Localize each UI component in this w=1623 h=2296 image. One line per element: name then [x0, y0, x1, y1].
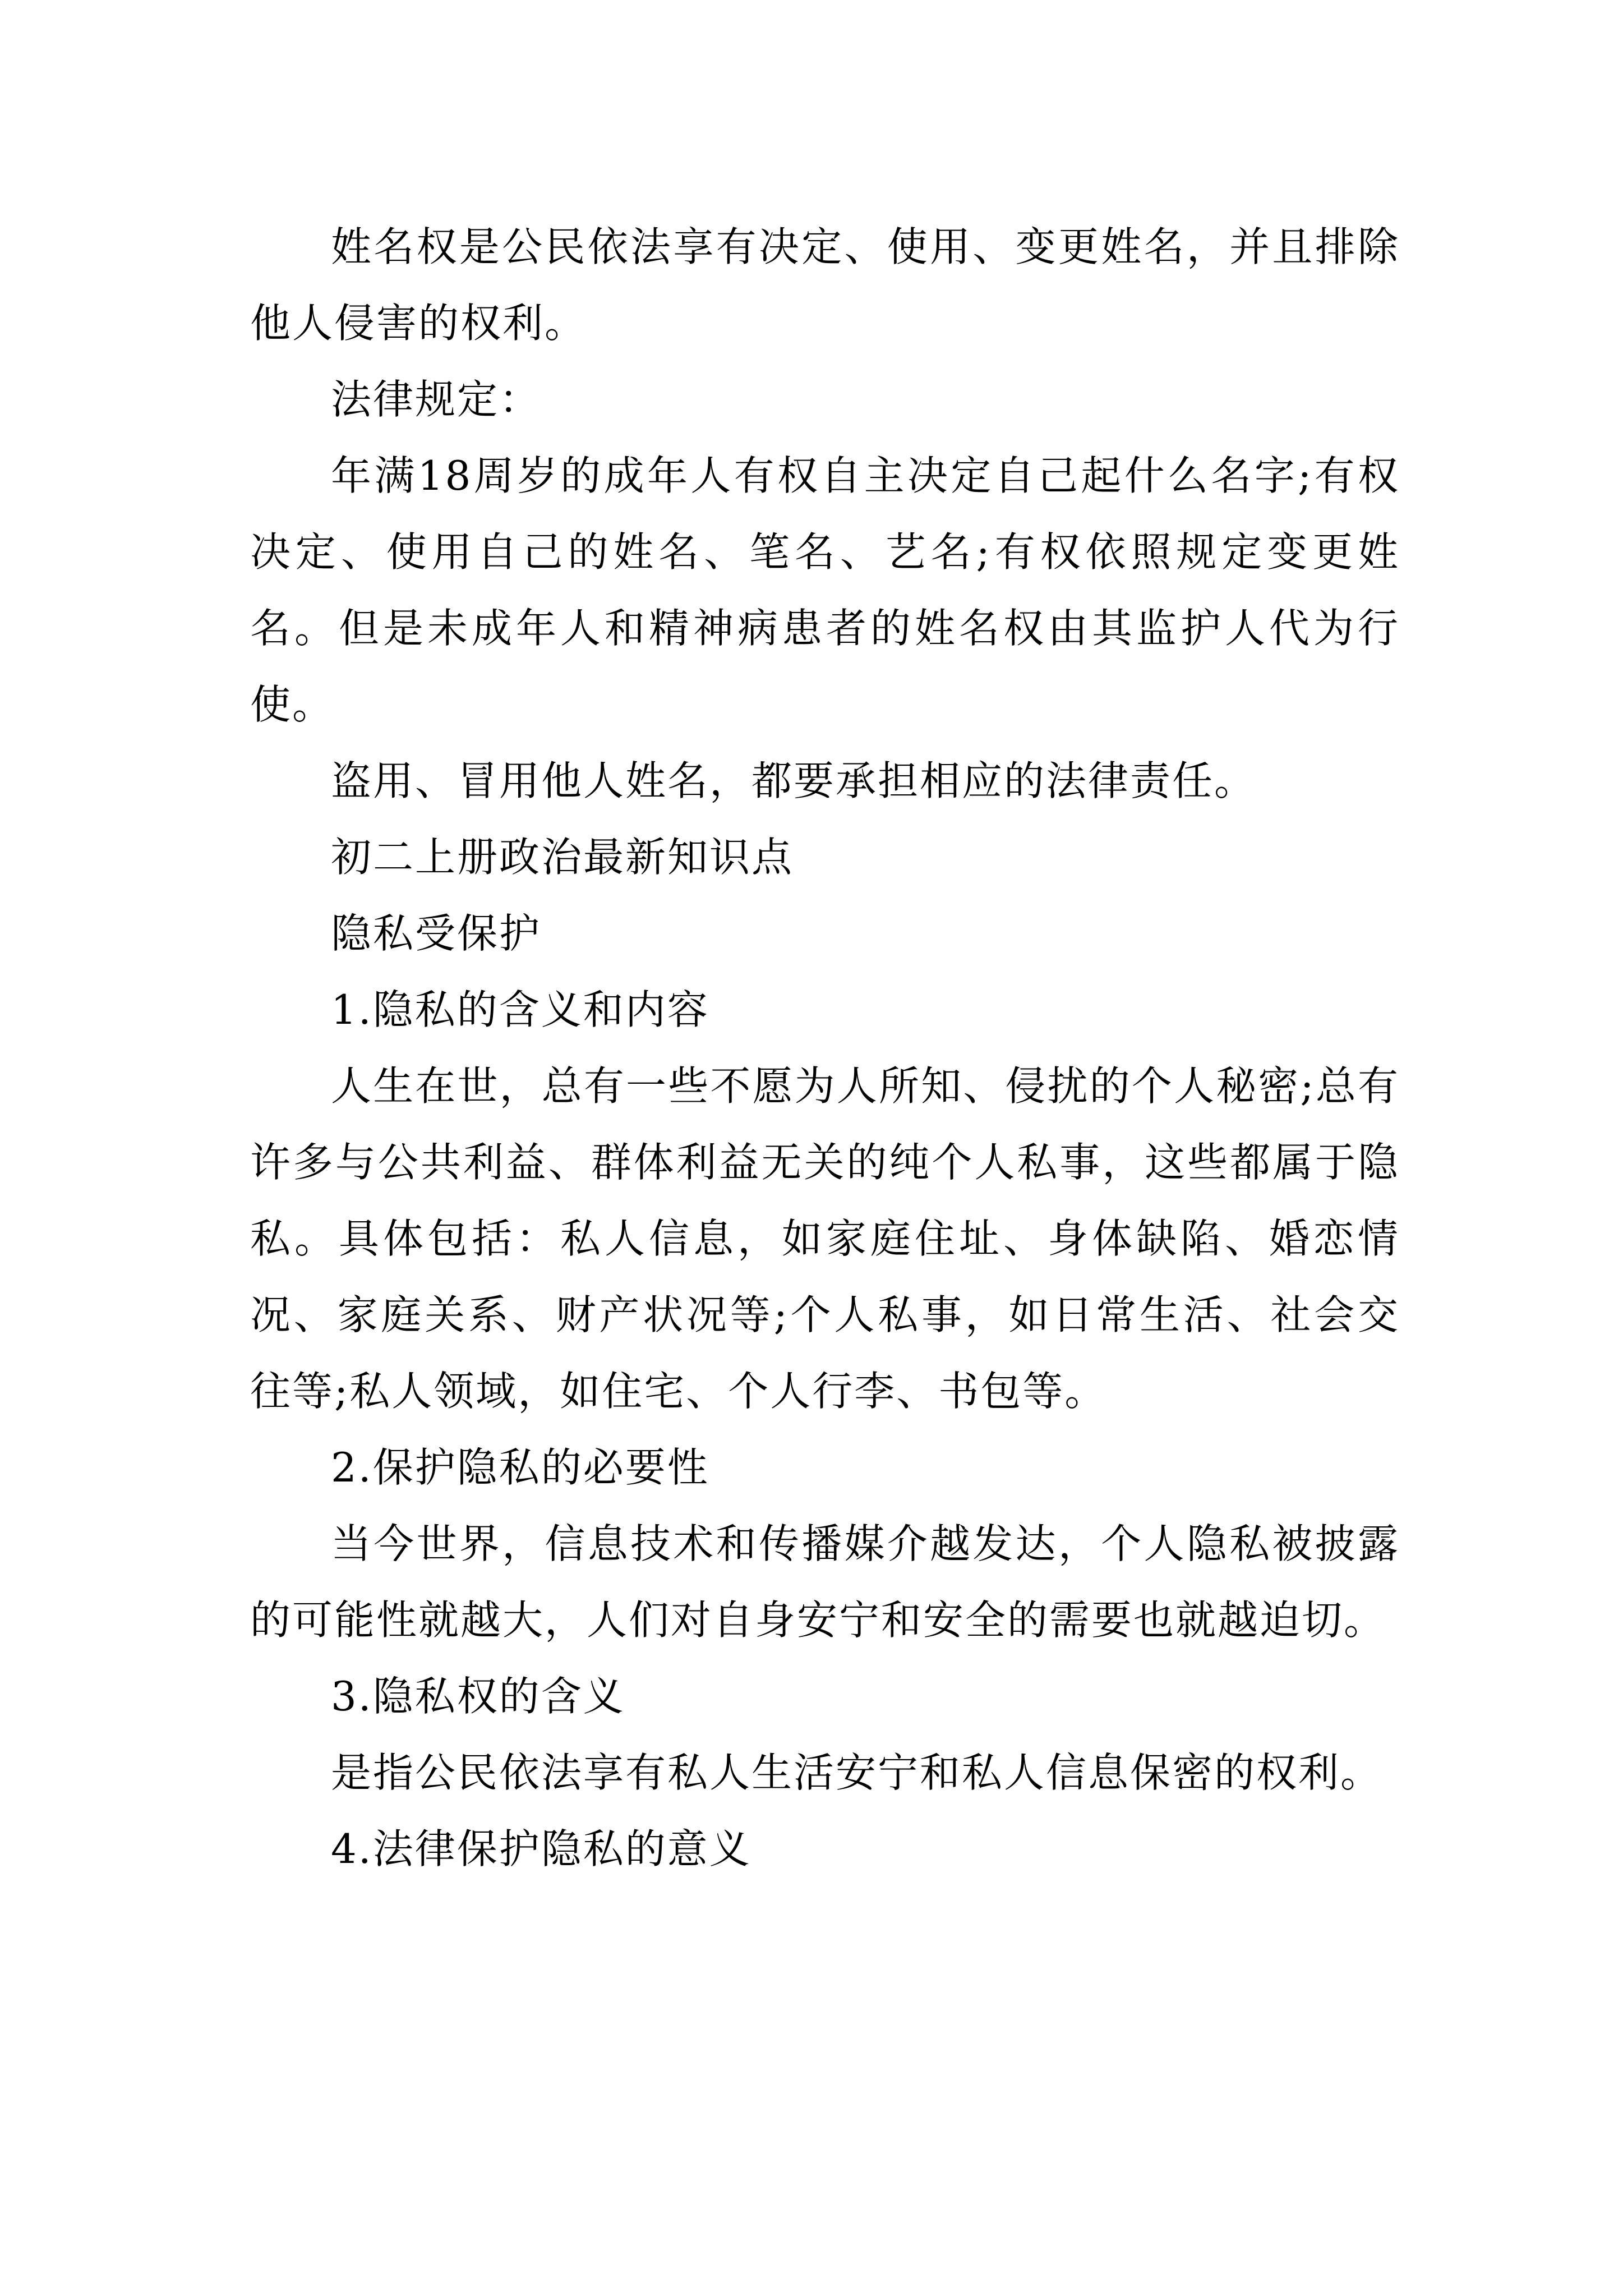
- subheading-4: 4.法律保护隐私的意义: [331, 1825, 751, 1872]
- paragraph-privacy-necessity: 当今世界，信息技术和传播媒介越发达，个人隐私被披露的可能性就越大，人们对自身安宁和安全的需要也就越迫切。: [250, 1520, 1400, 1644]
- document-body: [250, 209, 1400, 1887]
- paragraph-privacy-content: 人生在世，总有一些不愿为人所知、侵扰的个人秘密;总有许多与公共利益、群体利益无关的纯个人私事，这些都属于隐私。具体包括：私人信息，如家庭住址、身体缺陷、婚恋情况、家庭关系、财产状况等;个人私事，如日常生活、社会交往等;私人领域，如住宅、个人行李、书包等。: [250, 1062, 1400, 1415]
- paragraph-legal-liability: 盗用、冒用他人姓名，都要承担相应的法律责任。: [331, 757, 1257, 804]
- paragraph-legal-provisions-heading: 法律规定：: [331, 376, 542, 423]
- paragraph-privacy-right-definition: 是指公民依法享有私人生活安宁和私人信息保密的权利。: [331, 1749, 1383, 1796]
- section-title: 初二上册政治最新知识点: [331, 834, 794, 881]
- subheading-2: 2.保护隐私的必要性: [331, 1444, 709, 1491]
- subheading-3: 3.隐私权的含义: [331, 1673, 625, 1720]
- paragraph-name-right-definition: 姓名权是公民依法享有决定、使用、变更姓名，并且排除他人侵害的权利。: [250, 223, 1400, 347]
- section-heading-privacy: 隐私受保护: [331, 910, 542, 957]
- subheading-1: 1.隐私的含义和内容: [331, 986, 709, 1033]
- paragraph-legal-provisions: 年满18周岁的成年人有权自主决定自己起什么名字;有权决定、使用自己的姓名、笔名、艺名;有权依照规定变更姓名。但是未成年人和精神病患者的姓名权由其监护人代为行使。: [250, 452, 1400, 728]
